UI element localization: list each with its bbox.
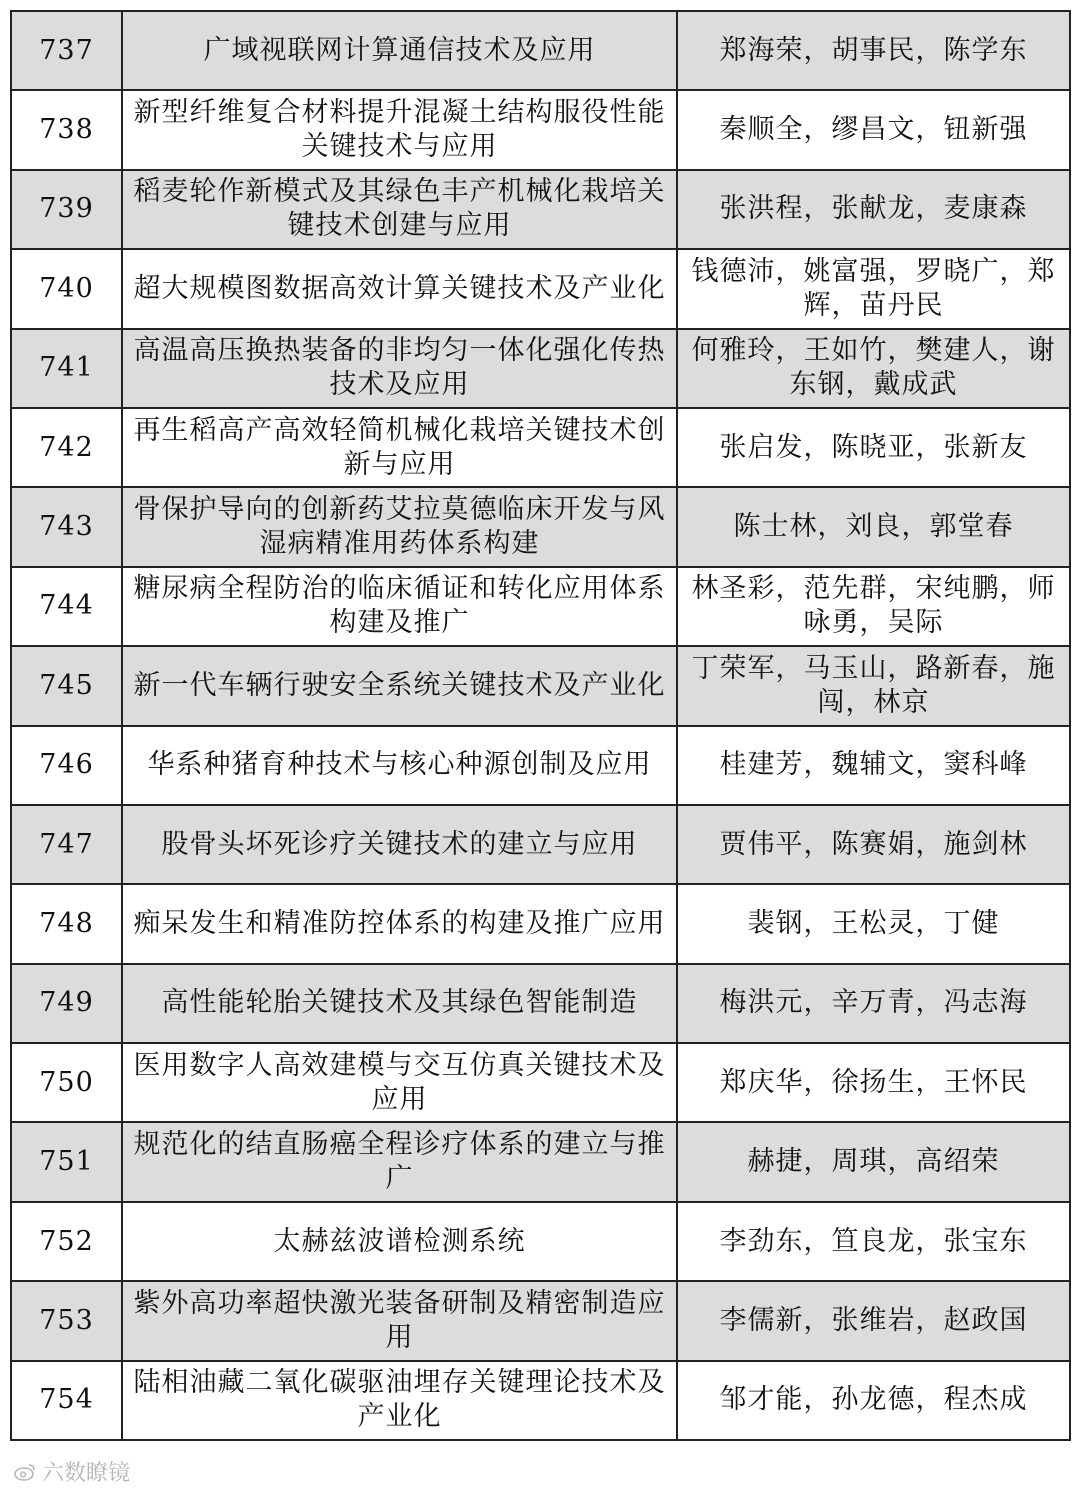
project-title-cell: 股骨头坏死诊疗关键技术的建立与应用 bbox=[122, 805, 677, 884]
recipients-cell: 林圣彩，范先群，宋纯鹏，师咏勇，吴际 bbox=[677, 567, 1070, 646]
project-title-cell: 新一代车辆行驶安全系统关键技术及产业化 bbox=[122, 646, 677, 725]
recipients-cell: 贾伟平，陈赛娟，施剑林 bbox=[677, 805, 1070, 884]
project-number-cell: 738 bbox=[11, 90, 122, 169]
table-row bbox=[11, 329, 1070, 408]
watermark-text: 六数瞭镜 bbox=[42, 1461, 131, 1486]
project-title-cell: 高温高压换热装备的非均匀一体化强化传热技术及应用 bbox=[122, 329, 677, 408]
table-body bbox=[11, 11, 1070, 1440]
project-number-cell: 751 bbox=[11, 1122, 122, 1201]
project-number-cell: 743 bbox=[11, 487, 122, 566]
table-row bbox=[11, 487, 1070, 566]
project-number-cell: 746 bbox=[11, 726, 122, 805]
table-row bbox=[11, 1043, 1070, 1122]
table-row bbox=[11, 90, 1070, 169]
project-number-cell: 753 bbox=[11, 1281, 122, 1360]
awards-table bbox=[10, 10, 1071, 1441]
table-row bbox=[11, 646, 1070, 725]
table-row bbox=[11, 884, 1070, 963]
recipients-cell: 郑庆华，徐扬生，王怀民 bbox=[677, 1043, 1070, 1122]
project-number-cell: 741 bbox=[11, 329, 122, 408]
project-title-cell: 医用数字人高效建模与交互仿真关键技术及应用 bbox=[122, 1043, 677, 1122]
table-row bbox=[11, 170, 1070, 249]
project-title-cell: 痴呆发生和精准防控体系的构建及推广应用 bbox=[122, 884, 677, 963]
project-title-cell: 再生稻高产高效轻简机械化栽培关键技术创新与应用 bbox=[122, 408, 677, 487]
table-row bbox=[11, 1361, 1070, 1440]
recipients-cell: 陈士林，刘良，郭堂春 bbox=[677, 487, 1070, 566]
table-row bbox=[11, 567, 1070, 646]
table-row bbox=[11, 1281, 1070, 1360]
project-number-cell: 749 bbox=[11, 964, 122, 1043]
recipients-cell: 裴钢，王松灵，丁健 bbox=[677, 884, 1070, 963]
project-number-cell: 739 bbox=[11, 170, 122, 249]
project-number-cell: 748 bbox=[11, 884, 122, 963]
recipients-cell: 赫捷，周琪，高绍荣 bbox=[677, 1122, 1070, 1201]
project-title-cell: 新型纤维复合材料提升混凝土结构服役性能关键技术与应用 bbox=[122, 90, 677, 169]
project-number-cell: 744 bbox=[11, 567, 122, 646]
weibo-logo-icon bbox=[14, 1463, 36, 1481]
project-title-cell: 华系种猪育种技术与核心种源创制及应用 bbox=[122, 726, 677, 805]
project-title-cell: 高性能轮胎关键技术及其绿色智能制造 bbox=[122, 964, 677, 1043]
recipients-cell: 桂建芳，魏辅文，窦科峰 bbox=[677, 726, 1070, 805]
table-row bbox=[11, 805, 1070, 884]
project-number-cell: 745 bbox=[11, 646, 122, 725]
project-number-cell: 750 bbox=[11, 1043, 122, 1122]
project-number-cell: 740 bbox=[11, 249, 122, 328]
table-row bbox=[11, 726, 1070, 805]
project-title-cell: 糖尿病全程防治的临床循证和转化应用体系构建及推广 bbox=[122, 567, 677, 646]
table-row bbox=[11, 1122, 1070, 1201]
recipients-cell: 李儒新，张维岩，赵政国 bbox=[677, 1281, 1070, 1360]
project-title-cell: 陆相油藏二氧化碳驱油埋存关键理论技术及产业化 bbox=[122, 1361, 677, 1440]
recipients-cell: 秦顺全，缪昌文，钮新强 bbox=[677, 90, 1070, 169]
table-row bbox=[11, 964, 1070, 1043]
recipients-cell: 张洪程，张献龙，麦康森 bbox=[677, 170, 1070, 249]
table-row bbox=[11, 11, 1070, 90]
recipients-cell: 李劲东，笪良龙，张宝东 bbox=[677, 1202, 1070, 1281]
project-title-cell: 太赫兹波谱检测系统 bbox=[122, 1202, 677, 1281]
watermark bbox=[14, 1456, 130, 1487]
project-number-cell: 752 bbox=[11, 1202, 122, 1281]
recipients-cell: 丁荣军，马玉山，路新春，施闯，林京 bbox=[677, 646, 1070, 725]
project-number-cell: 742 bbox=[11, 408, 122, 487]
project-title-cell: 超大规模图数据高效计算关键技术及产业化 bbox=[122, 249, 677, 328]
project-number-cell: 737 bbox=[11, 11, 122, 90]
project-number-cell: 747 bbox=[11, 805, 122, 884]
project-title-cell: 广域视联网计算通信技术及应用 bbox=[122, 11, 677, 90]
recipients-cell: 何雅玲，王如竹，樊建人，谢东钢，戴成武 bbox=[677, 329, 1070, 408]
table-row bbox=[11, 408, 1070, 487]
project-title-cell: 稻麦轮作新模式及其绿色丰产机械化栽培关键技术创建与应用 bbox=[122, 170, 677, 249]
recipients-cell: 郑海荣，胡事民，陈学东 bbox=[677, 11, 1070, 90]
table-row bbox=[11, 249, 1070, 328]
table-row bbox=[11, 1202, 1070, 1281]
recipients-cell: 钱德沛，姚富强，罗晓广，郑辉，苗丹民 bbox=[677, 249, 1070, 328]
recipients-cell: 张启发，陈晓亚，张新友 bbox=[677, 408, 1070, 487]
project-title-cell: 规范化的结直肠癌全程诊疗体系的建立与推广 bbox=[122, 1122, 677, 1201]
project-number-cell: 754 bbox=[11, 1361, 122, 1440]
project-title-cell: 骨保护导向的创新药艾拉莫德临床开发与风湿病精准用药体系构建 bbox=[122, 487, 677, 566]
project-title-cell: 紫外高功率超快激光装备研制及精密制造应用 bbox=[122, 1281, 677, 1360]
recipients-cell: 邹才能，孙龙德，程杰成 bbox=[677, 1361, 1070, 1440]
recipients-cell: 梅洪元，辛万青，冯志海 bbox=[677, 964, 1070, 1043]
